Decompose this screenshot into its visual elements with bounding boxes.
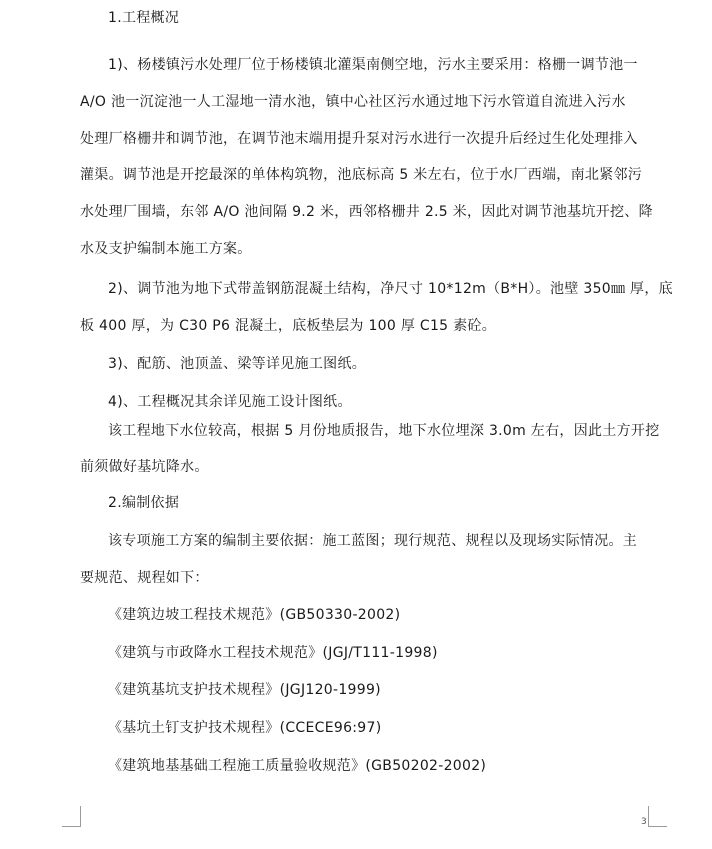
paragraph-line: A/O 池一沉淀池一人工湿地一清水池，镇中心社区污水通过地下污水管道自流进入污水 <box>80 94 626 110</box>
paragraph-line: 灌渠。调节池是开挖最深的单体构筑物，池底标高 5 米左右，位于水厂西端，南北紧邻污 <box>80 167 643 183</box>
margin-corner-mark-right <box>648 806 667 827</box>
paragraph-line: 水处理厂围墙，东邻 A/O 池间隔 9.2 米，西邻格栅井 2.5 米，因此对调节池基坑开挖、降 <box>80 204 653 220</box>
reference-item: 《基坑土钉支护技术规程》(CCECE96:97) <box>108 720 382 736</box>
paragraph-line: 处理厂格栅井和调节池，在调节池末端用提升泵对污水进行一次提升后经过生化处理排入 <box>80 131 638 147</box>
reference-item: 《建筑基坑支护技术规程》(JGJ120-1999) <box>108 682 381 698</box>
paragraph-line: 水及支护编制本施工方案。 <box>80 241 252 257</box>
paragraph-line: 4)、工程概况其余详见施工设计图纸。 <box>108 394 352 410</box>
margin-corner-mark-left <box>62 806 81 827</box>
page-number: 3 <box>641 817 647 827</box>
paragraph-line: 该专项施工方案的编制主要依据：施工蓝图；现行规范、规程以及现场实际情况。主 <box>108 533 638 549</box>
paragraph-line: 1)、杨楼镇污水处理厂位于杨楼镇北灌渠南侧空地，污水主要采用：格栅一调节池一 <box>108 57 638 73</box>
reference-item: 《建筑地基基础工程施工质量验收规范》(GB50202-2002) <box>108 758 487 774</box>
paragraph-line: 板 400 厚，为 C30 P6 混凝土，底板垫层为 100 厚 C15 素砼。 <box>80 318 497 334</box>
reference-item: 《建筑与市政降水工程技术规范》(JGJ/T111-1998) <box>108 645 438 661</box>
paragraph-line: 2)、调节池为地下式带盖钢筋混凝土结构，净尺寸 10*12m（B*H）。池壁 350㎜ 厚，底 <box>108 281 673 297</box>
paragraph-line: 该工程地下水位较高，根据 5 月份地质报告，地下水位埋深 3.0m 左右，因此土方开挖 <box>108 423 660 439</box>
paragraph-line: 3)、配筋、池顶盖、梁等详见施工图纸。 <box>108 356 367 372</box>
section-heading-basis: 2.编制依据 <box>108 495 180 511</box>
reference-item: 《建筑边坡工程技术规范》(GB50330-2002) <box>108 607 401 623</box>
paragraph-line: 前须做好基坑降水。 <box>80 459 209 475</box>
paragraph-line: 要规范、规程如下： <box>80 570 209 586</box>
section-heading-overview: 1.工程概况 <box>108 10 180 26</box>
